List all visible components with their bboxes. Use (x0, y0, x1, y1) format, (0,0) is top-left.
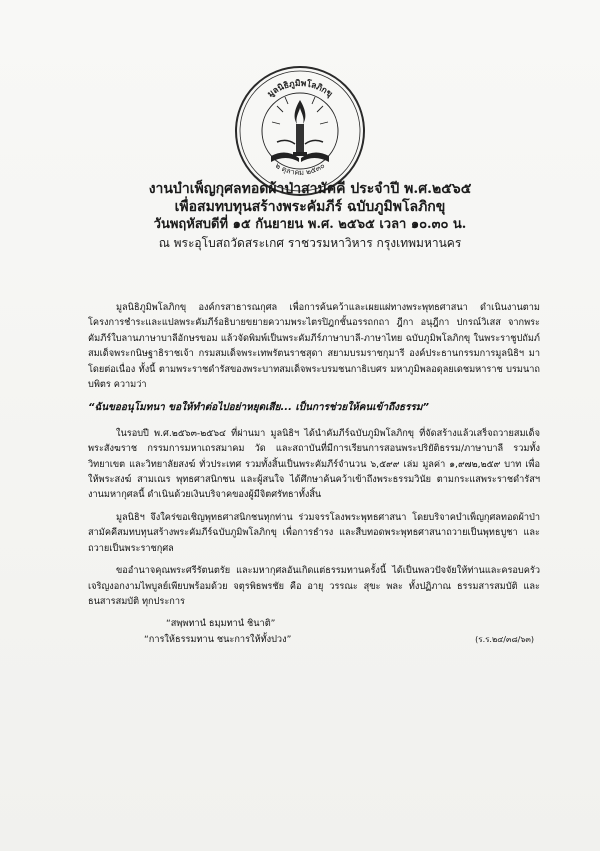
closing-pali-verse: “สพฺพทานํ ธมฺมทานํ ชินาติ” (166, 618, 276, 630)
seal-text-top: มูลนิธิภูมิพโลภิกขุ (265, 78, 335, 100)
svg-text:มูลนิธิภูมิพโลภิกขุ (266, 78, 334, 100)
heading-date-time: วันพฤหัสบดีที่ ๑๕ กันยายน พ.ศ. ๒๕๖๕ เวลา ๑๐.๓๐ น. (153, 217, 467, 232)
document-heading (120, 180, 500, 252)
closing-translation-row (88, 632, 540, 647)
letter-body (88, 300, 540, 647)
royal-quote: “ฉันขออนุโมทนา ขอให้ทำต่อไปอย่าหยุดเสีย... เป็นการช่วยให้คนเข้าถึงธรรม” (88, 402, 429, 414)
heading-purpose: เพื่อสมทบทุนสร้างพระคัมภีร์ ฉบับภูมิพโลภิกขุ (174, 199, 446, 215)
paragraph-intro: มูลนิธิภูมิพโลภิกขุ องค์กรสาธารณกุศล เพื่อการค้นคว้าและเผยแผ่ทางพระพุทธศาสนา ดำเนินงานตามโครงการชำระและแปลพระคัมภีร์อธิบายขยายความพระไตรปิฎกชั้นอรรถกถา ฎีกา อนุฎีกา ปกรณ์วิเสส จากพระคัมภีร์ใบลานภาษาบาลีอักษรขอม แล้วจัดพิมพ์เป็นพระคัมภีร์ภาษาบาลี-ภาษาไทย ฉบับภูมิพโลภิกขุ ในพระราชูปถัมภ์ สมเด็จพระกนิษฐาธิราชเจ้า กรมสมเด็จพระเทพรัตนราชสุดา สยามบรมราชกุมารี องค์ประธานกรรมการมูลนิธิฯ มาโดยต่อเนื่อง ทั้งนี้ ตามพระราชดำรัสของพระบาทสมเด็จพระบรมชนกาธิเบศร มหาภูมิพลอดุลยเดชมหาราช บรมนาถบพิตร ความว่า (88, 302, 540, 391)
paragraph-achievements: ในรอบปี พ.ศ.๒๕๖๓-๒๕๖๔ ที่ผ่านมา มูลนิธิฯ ได้นำคัมภีร์ฉบับภูมิพโลภิกขุ ที่จัดสร้างแล้วเสร็จถวายสมเด็จพระสังฆราช กรรมการมหาเถรสมาคม วัด และสถาบันที่มีการเรียนการสอนพระปริยัติธรรม/ภาษาบาลี รวมทั้งวิทยาเขต และวิทยาลัยสงฆ์ ทั่วประเทศ รวมทั้งสิ้นเป็นพระคัมภีร์จำนวน ๖,๕๙๙ เล่ม มูลค่า ๑,๙๗๒,๒๕๙ บาท เพื่อให้พระสงฆ์ สามเณร พุทธศาสนิกชน และผู้สนใจ ได้ศึกษาค้นคว้าเข้าถึงพระธรรมวินัย ตามกระแสพระราชดำรัสฯ งานมหากุศลนี้ ดำเนินด้วยเงินบริจาคของผู้มีจิตศรัทธาทั้งสิ้น (88, 427, 540, 501)
paragraph-invitation: มูลนิธิฯ จึงใคร่ขอเชิญพุทธศาสนิกชนทุกท่าน ร่วมจรรโลงพระพุทธศาสนา โดยบริจาคบำเพ็ญกุศลทอดผ้าป่าสามัคคีสมทบทุนสร้างพระคัมภีร์ฉบับภูมิพโลภิกขุ เพื่อการธำรง และสืบทอดพระพุทธศาสนาถวายเป็นพุทธบูชา และถวายเป็นพระราชกุศล (88, 511, 540, 554)
closing-thai-verse: “การให้ธรรมทาน ชนะการให้ทั้งปวง” (144, 633, 292, 645)
heading-event-title: งานบำเพ็ญกุศลทอดผ้าป่าสามัคคี ประจำปี พ.ศ.๒๕๖๕ (148, 181, 472, 197)
seal-text-bottom: ๒ ตุลาคม ๒๕๓๐ (273, 160, 327, 177)
reference-code: (ร.ร.๒๔/๓๘/๖๓) (475, 634, 534, 644)
heading-venue: ณ พระอุโบสถวัดสระเกศ ราชวรมหาวิหาร กรุงเทพมหานคร (158, 236, 462, 250)
paragraph-blessing: ขออำนาจคุณพระศรีรัตนตรัย และมหากุศลอันเกิดแต่ธรรมทานครั้งนี้ ได้เป็นพลวปัจจัยให้ท่านและครอบครัว เจริญงอกงามไพบูลย์เพียบพร้อมด้วย จตุรพิธพรชัย คือ อายุ วรรณะ สุขะ พละ ทั้งปฏิภาณ ธรรมสารสมบัติ และธนสารสมบัติ ทุกประการ (88, 565, 540, 607)
svg-text:๒ ตุลาคม ๒๕๓๐ (274, 161, 327, 177)
